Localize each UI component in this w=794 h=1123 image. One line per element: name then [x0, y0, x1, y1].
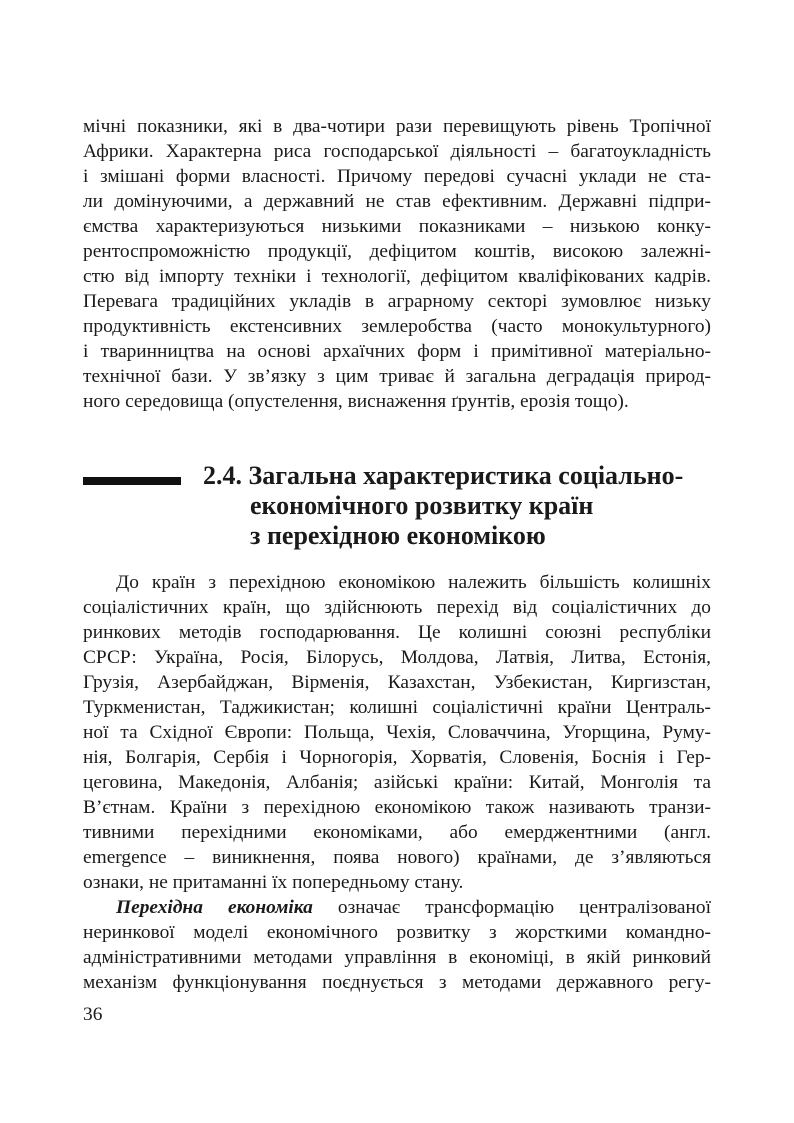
paragraph-1-line: і змішані форми власності. Причому передові сучасні уклади не ста- — [83, 166, 711, 187]
paragraph-1-line: стю від імпорту техніки і технології, дефіцитом кваліфікованих кадрів. — [83, 266, 711, 287]
paragraph-2-line: ринкових методів господарювання. Це колишні союзні республіки — [83, 622, 711, 643]
section-heading-line: з перехідною економікою — [250, 521, 546, 550]
paragraph-1-line: Африки. Характерна риса господарської діяльності – багатоукладність — [83, 141, 711, 162]
paragraph-2-line: цеговина, Македонія, Албанія; азійські країни: Китай, Монголія та — [83, 772, 711, 793]
paragraph-3-first-line — [116, 896, 711, 920]
paragraph-2-line: Туркменистан, Таджикистан; колишні соціалістичні країни Централь- — [83, 697, 711, 718]
paragraph-2-line: соціалістичних країн, що здійснюють перехід від соціалістичних до — [83, 597, 711, 618]
paragraph-2-line: До країн з перехідною економікою належить більшість колишніх — [116, 572, 711, 593]
term-transition-economy: Перехідна економіка — [116, 897, 313, 918]
paragraph-1-line: технічної бази. У зв’язку з цим триває й загальна деградація природ- — [83, 366, 711, 387]
paragraph-2-line: Грузія, Азербайджан, Вірменія, Казахстан, Узбекистан, Киргизстан, — [83, 672, 711, 693]
page-number: 36 — [83, 1004, 103, 1025]
paragraph-3-line: механізм функціонування поєднується з методами державного регу- — [83, 972, 711, 993]
paragraph-3-first-line-text: означає трансформацію централізованої — [312, 897, 711, 918]
paragraph-1-line: рентоспроможністю продукції, дефіцитом коштів, високою залежні- — [83, 241, 711, 262]
paragraph-1-line: ємства характеризуються низькими показниками – низькою конку- — [83, 216, 711, 237]
paragraph-2-line: ної та Східної Європи: Польща, Чехія, Словаччина, Угорщина, Руму- — [83, 722, 711, 743]
section-heading-line: 2.4. Загальна характеристика соціально- — [203, 461, 684, 490]
paragraph-2-line: ознаки, не притаманні їх попередньому стану. — [83, 872, 464, 893]
paragraph-1-line: ли домінуючими, а державний не став ефективним. Державні підпри- — [83, 191, 711, 212]
paragraph-2-line: нія, Болгарія, Сербія і Чорногорія, Хорватія, Словенія, Боснія і Гер- — [83, 747, 711, 768]
paragraph-1-line: і тваринництва на основі архаїчних форм і примітивної матеріально- — [83, 341, 711, 362]
paragraph-3-line: неринкової моделі економічного розвитку з жорсткими командно- — [83, 922, 711, 943]
paragraph-2-line: emergence – виникнення, поява нового) країнами, де з’являються — [83, 847, 711, 868]
section-heading-line: економічного розвитку країн — [250, 491, 594, 520]
paragraph-1-line: Перевага традиційних укладів в аграрному секторі зумовлює низьку — [83, 291, 711, 312]
paragraph-1-line: ного середовища (опустелення, виснаження ґрунтів, ерозія тощо). — [83, 391, 629, 412]
paragraph-3-line: адміністративними методами управління в економіці, в якій ринковий — [83, 947, 711, 968]
paragraph-2-line: тивними перехідними економіками, або емерджентними (англ. — [83, 822, 711, 843]
paragraph-1-line: мічні показники, які в два-чотири рази перевищують рівень Тропічної — [83, 116, 711, 137]
paragraph-2-line: СРСР: Україна, Росія, Білорусь, Молдова, Латвія, Литва, Естонія, — [83, 647, 711, 668]
paragraph-1-line: продуктивність екстенсивних землеробства (часто монокультурного) — [83, 316, 711, 337]
section-rule — [83, 477, 181, 485]
paragraph-2-line: В’єтнам. Країни з перехідною економікою також називають транзи- — [83, 797, 711, 818]
